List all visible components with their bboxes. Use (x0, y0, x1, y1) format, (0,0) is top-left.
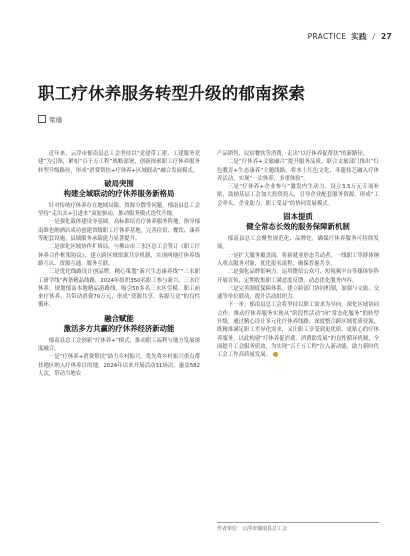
paragraph (217, 301, 379, 359)
paragraph-text: 三是完善制度保障体系。建立跨部门协同机制，加强与文旅、交通等单位联动，提升活动组织力。 (217, 285, 379, 301)
paragraph (38, 243, 200, 268)
paragraph (38, 150, 200, 175)
paragraph (38, 202, 200, 219)
paragraph-text: 一是强化载体建设夯基础。高标准培育疗休养服务阵地，指导郁南维也纳酒店成功创建省级职工疗休养基地，完善住宿、餐饮、康养等配套设施，县域服务承载能力显著提升。 (38, 219, 200, 243)
byline (38, 115, 62, 124)
paragraph-text: 下一步，郁南县总工会将坚持以职工需求为导向，深化区域协同合作，推动疗休养服务实现从“阶段性活动”向“常态化服务”的转型升级。通过精心设计多元化疗休养线路，深度整合跨区域优质资源，既精准满足职工差异化需求，又让职工享受到更优质、更贴心的疗休养服务，以此构建“疗休养促消费、消费助发展”的良性循环机制，全面提升工会服务质效，为实现“百千万工程”注入新动能，助力新时代工会工作高质量发展。 (217, 302, 379, 359)
section-heading: 融合赋能 (104, 313, 134, 323)
paragraph (217, 150, 379, 158)
end-mark-icon (273, 352, 278, 357)
article-title: 职工疗休养服务转型升级的郁南探索 (38, 84, 306, 103)
header-practice: PRACTICE (307, 32, 347, 41)
paragraph (38, 268, 200, 309)
paragraph-text: 针对传统疗休养存在地域局限、资源分散等问题，郁南县总工会坚持“走出去+引进来”双轮驱动，推动服务模式迭代升级。 (38, 202, 200, 218)
author-name: 梁瑜 (49, 116, 62, 124)
paragraph (38, 337, 200, 354)
paragraph-text: 一是“疗休养+消费帮扶”助力乡村振兴。优先将乡村振兴重点帮扶地区纳入疗休养目的地，2024年以来开展活动31场次，惠及582人次，带动当地农 (38, 354, 200, 377)
paragraph (217, 285, 379, 302)
paragraph-text: 郁南县总工会聚焦规范化、品牌化，确保疗休养服务可持续发展。 (217, 236, 379, 251)
paragraph (217, 268, 379, 285)
paragraph (217, 183, 379, 208)
paragraph (38, 353, 200, 378)
left-column (38, 150, 200, 378)
author-footnote: 作者单位：云浮市郁南县总工会 (217, 522, 379, 532)
page-header (308, 31, 392, 42)
paragraph (217, 235, 379, 252)
paragraph (38, 218, 200, 243)
paragraph-text: 二是深化区域协作扩格局。与佛山市三水区总工会签订《职工疗休养合作框架协议》，建立跨区域资源共享机制，实现两地疗休养线路互认、资源互通、服务互联。 (38, 244, 200, 267)
right-column (217, 150, 379, 360)
paragraph-text: 近年来，云浮市郁南县总工会坚持以“党建带工建、工建服务党建”为引领，紧扣“百千万工程”战略部署，创新探索职工疗休养服务转型升级路径，形成“消费帮扶+疗休养+区域联动”融合发展模式。 (38, 151, 200, 174)
section-heading: 固本提质 (283, 212, 313, 222)
section-subheading: 激活多方共赢的疗休养经济新动能 (63, 323, 175, 333)
paragraph-text: 三是优化线路设计创品牌。精心策划“新兴生态康养线”“三水职工研学线”两条精品线路，2024年组织350名职工参与新兴、三水疗休养，规划郁南本地精品游路线，吸引50多名三水区劳模、职工前来疗休养，共带动消费70万元，形成“资源共享、客源互送”的良性循环。 (38, 269, 200, 309)
paragraph-text: 二是强化品牌影响力。运用微信公众号、短视频平台等媒体矩阵开展宣传，定期收集职工满意度反馈，动态优化服务内容。 (217, 269, 379, 284)
section-subheading: 构建全域联动的疗休养服务新格局 (63, 188, 175, 198)
section-subheading: 健全常态长效的服务保障新机制 (246, 222, 350, 232)
page-number: 27 (380, 32, 392, 41)
byline-box-icon (38, 115, 46, 123)
paragraph (217, 252, 379, 269)
paragraph-text: 一是扩大服务覆盖面。将新就业形态劳动者、一线职工等群体纳入重点服务对象，优化报名流程，确保普惠共享。 (217, 252, 379, 267)
header-section: 实践 (351, 32, 367, 41)
paragraph-text: 三是“疗休养+企业参与”激发内生动力。设立3.5万元专项补贴，鼓励基层工会加大投资投入，引导企业配套服务资源，形成“工会牵头、企业助力、职工受益”的协同发展模式。 (217, 184, 379, 207)
paragraph-text: 产品销售、民宿餐饮等消费，走出“以疗休养促帮扶”的新路径。 (217, 151, 369, 157)
paragraph-text: 郁南县总工会创新“疗休养+”模式，推动职工福利与地方发展深度融合。 (38, 337, 200, 353)
paragraph (217, 158, 379, 183)
paragraph-text: 二是“疗休养+文旅融合”提升服务品质。联合文旅部门推出“红色教育+生态康养”主题线路，将本土红色文化、非遗技艺融入疗休养活动，实现“一次休养，多重体验”。 (217, 159, 379, 182)
section-heading: 破局突围 (104, 178, 134, 188)
header-separator: / (372, 32, 376, 41)
